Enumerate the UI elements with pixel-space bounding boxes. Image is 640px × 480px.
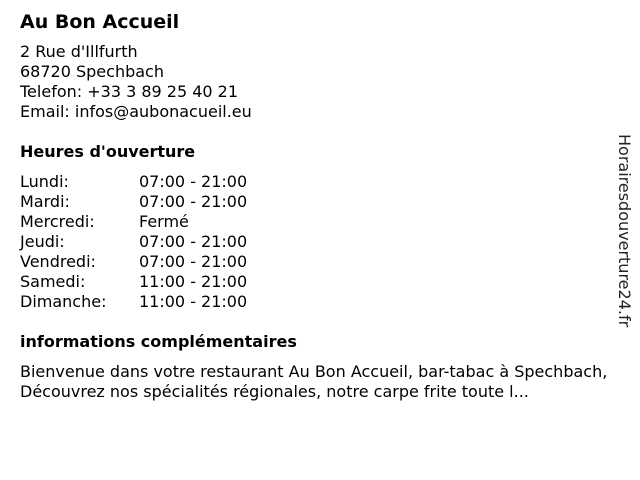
opening-hours-heading: Heures d'ouverture — [20, 142, 196, 161]
day-label: Samedi: — [20, 272, 86, 291]
time-value: 11:00 - 21:00 — [139, 292, 248, 311]
time-value: 11:00 - 21:00 — [139, 272, 248, 291]
site-watermark: Horairesdouverture24.fr — [615, 134, 634, 328]
opening-hours-table — [20, 172, 620, 312]
business-card — [20, 8, 620, 402]
hours-row-wednesday — [20, 212, 620, 232]
day-label: Lundi: — [20, 172, 69, 191]
time-value: 07:00 - 21:00 — [139, 192, 248, 211]
time-value: 07:00 - 21:00 — [139, 172, 248, 191]
phone-number: Telefon: +33 3 89 25 40 21 — [20, 82, 239, 101]
email-address: Email: infos@aubonacueil.eu — [20, 102, 252, 121]
day-label: Mercredi: — [20, 212, 95, 231]
hours-row-tuesday — [20, 192, 620, 212]
address-street: 2 Rue d'Illfurth — [20, 42, 138, 61]
hours-row-sunday — [20, 292, 620, 312]
additional-info-text: Bienvenue dans votre restaurant Au Bon Accueil, bar-tabac à Spechbach, Découvrez nos spécialités régionales, notre carpe frite toute l... — [20, 362, 608, 401]
day-label: Vendredi: — [20, 252, 96, 271]
hours-row-saturday — [20, 272, 620, 292]
time-value: 07:00 - 21:00 — [139, 252, 248, 271]
day-label: Jeudi: — [20, 232, 65, 251]
hours-row-friday — [20, 252, 620, 272]
address-city: 68720 Spechbach — [20, 62, 164, 81]
day-label: Dimanche: — [20, 292, 107, 311]
day-label: Mardi: — [20, 192, 70, 211]
additional-info-heading: informations complémentaires — [20, 332, 297, 351]
time-value: Fermé — [139, 212, 189, 231]
hours-row-monday — [20, 172, 620, 192]
business-name: Au Bon Accueil — [20, 11, 180, 33]
hours-row-thursday — [20, 232, 620, 252]
time-value: 07:00 - 21:00 — [139, 232, 248, 251]
